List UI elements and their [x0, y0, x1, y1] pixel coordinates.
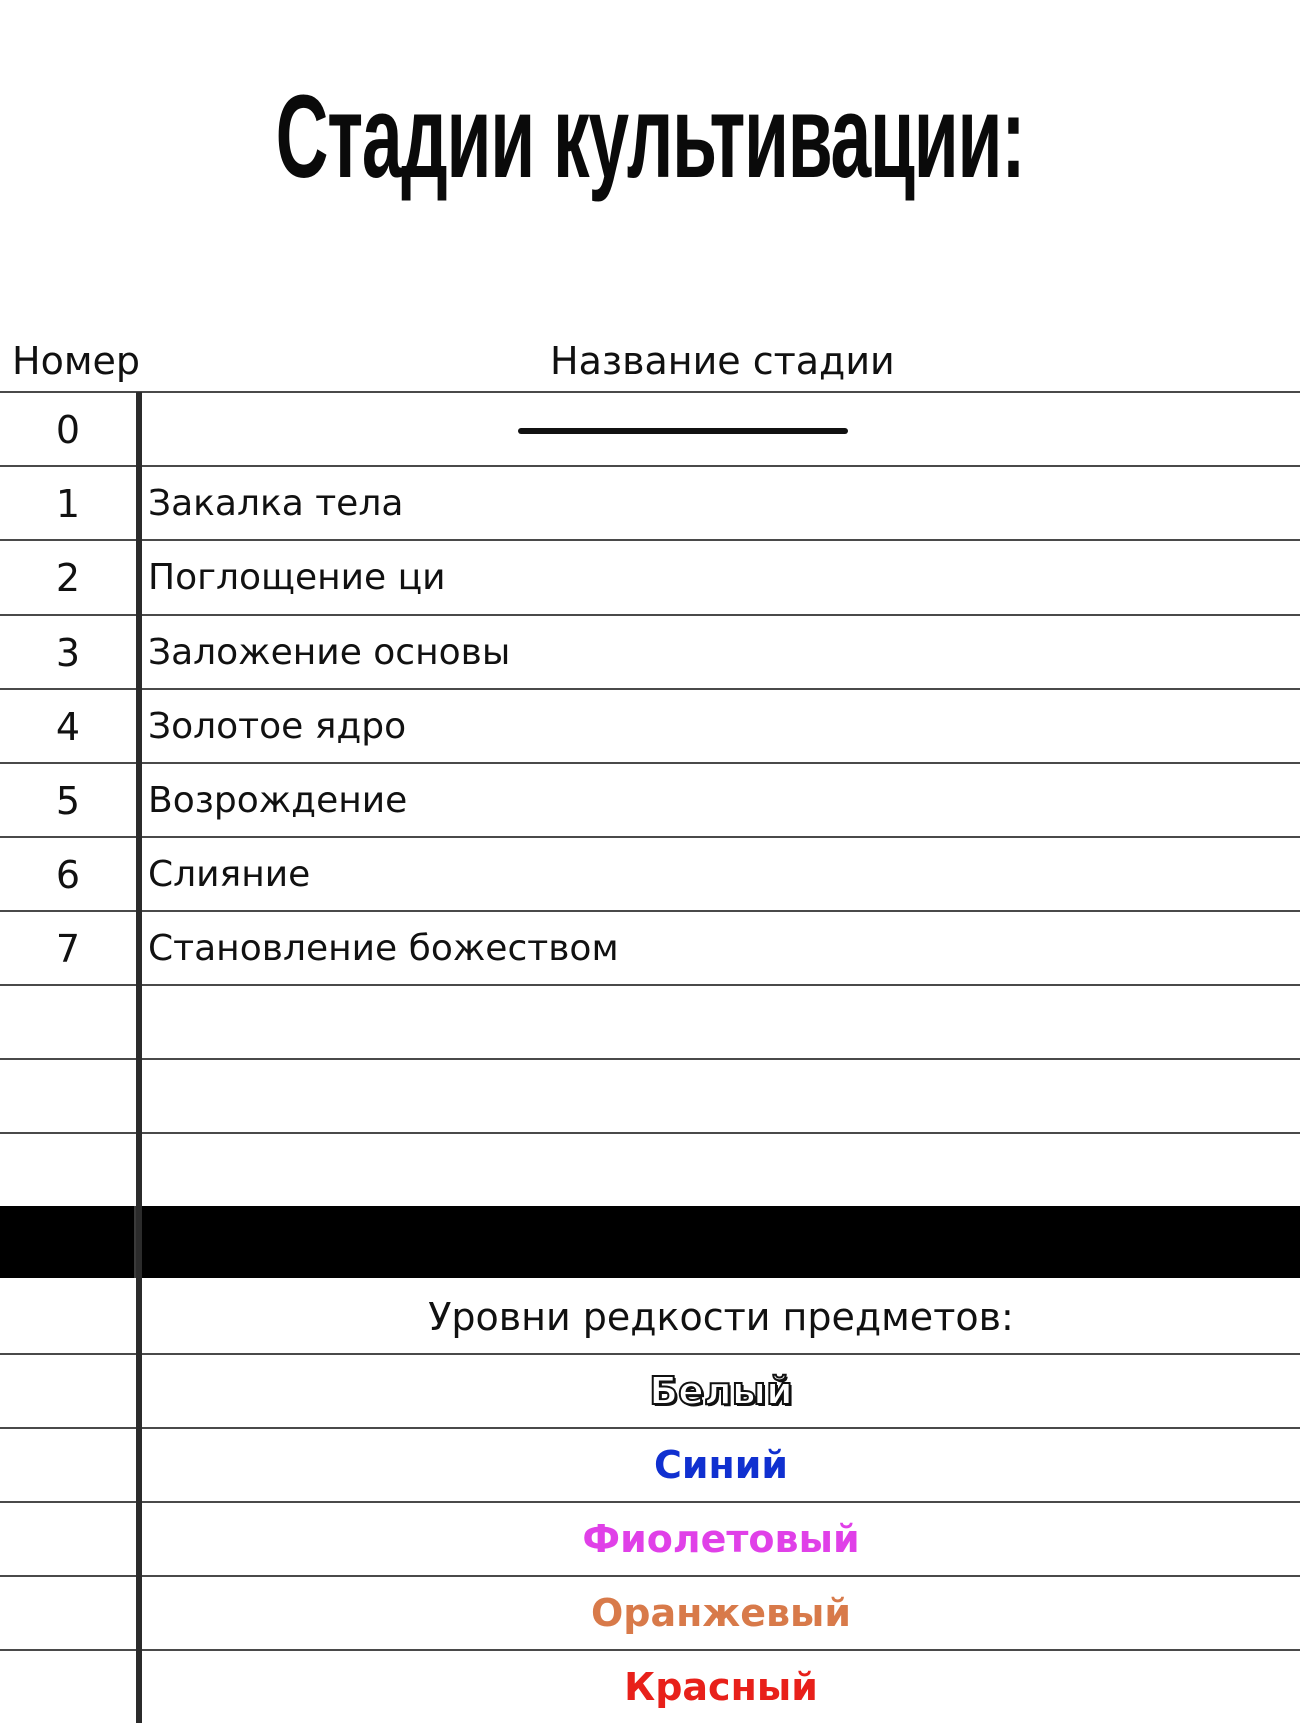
- section-divider-band: [0, 1206, 1300, 1278]
- stage-number: 1: [55, 482, 81, 526]
- stage-number: 3: [55, 631, 81, 675]
- stage-name: Закалка тела: [148, 483, 404, 524]
- rarity-blue: Синий: [653, 1443, 789, 1487]
- column-header-number: Номер: [12, 339, 140, 383]
- table-rule: [0, 391, 1300, 393]
- stage-number: 0: [55, 408, 81, 452]
- stage-number: 5: [55, 779, 81, 823]
- rarity-orange: Оранжевый: [590, 1591, 852, 1635]
- stage-name: Возрождение: [148, 780, 408, 821]
- rarity-section-title: Уровни редкости предметов:: [428, 1295, 1014, 1339]
- rarity-red: Красный: [624, 1665, 818, 1709]
- page-title: Стадии культивации:: [275, 71, 1025, 203]
- stage-number: 4: [55, 705, 81, 749]
- stage-number: 7: [55, 927, 81, 971]
- rarity-white: Белый: [649, 1369, 793, 1413]
- column-header-stage-name: Название стадии: [550, 339, 895, 383]
- stage-number: 6: [55, 853, 81, 897]
- stage-number: 2: [55, 556, 81, 600]
- stage-name: Золотое ядро: [148, 706, 407, 747]
- table-rule: [0, 1132, 1300, 1134]
- stage-name: Слияние: [148, 854, 311, 895]
- stage-name: Поглощение ци: [148, 557, 446, 598]
- rarity-purple: Фиолетовый: [582, 1517, 860, 1561]
- stage-name: Становление божеством: [148, 928, 619, 969]
- stage-name: Заложение основы: [148, 632, 511, 673]
- empty-stage-dash: [518, 428, 848, 434]
- table-rule: [0, 1058, 1300, 1060]
